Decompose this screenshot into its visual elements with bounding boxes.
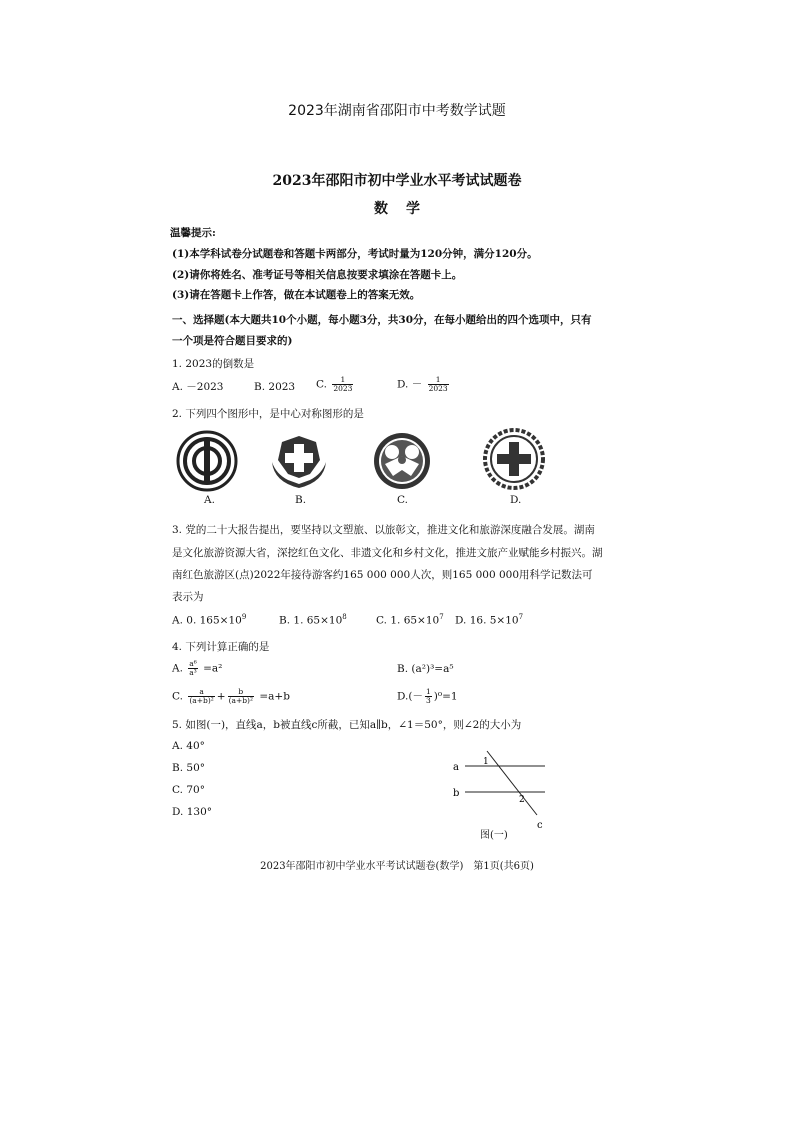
q3-option-b [279,613,347,627]
question-3-line: 南红色旅游区(点)2022年接待游客约165 000 000人次，则165 000 000用科学记数法可 [172,569,593,581]
fraction-denominator: (a+b)² [189,696,214,705]
exponent: 9 [241,613,247,621]
question-1-stem: 1. 2023的倒数是 [172,358,255,370]
q2-label-a: A. [204,494,215,506]
q4-option-b-expr: (a²)³=a⁵ [411,663,454,675]
logo-c-icon [371,430,433,492]
q3-option-d [455,613,523,627]
q3-option-d-text: D. 16. 5×10 [455,614,519,627]
q1-option-d-label: D. － [397,378,423,391]
page-footer: 2023年邵阳市初中学业水平考试试题卷(数学) 第1页(共6页) [260,861,534,872]
question-2-stem: 2. 下列四个图形中，是中心对称图形的是 [172,408,364,420]
q4-option-c-fraction-1 [188,688,214,705]
logo-a-icon [176,430,238,492]
q4-option-a-rest: =a² [203,662,223,675]
q2-label-d: D. [510,494,522,506]
label-b: b [453,788,460,799]
q4-option-c-rest: =a+b [259,690,290,703]
angle-1-label: 1 [483,757,489,767]
tip-item: (2)请你将姓名、准考证号等相关信息按要求填涂在答题卡上。 [172,269,463,281]
logo-b-icon [268,430,330,492]
q1-option-c-label: C. [316,378,327,391]
q4-option-d-open: (－ [408,690,423,703]
exponent: 7 [439,613,444,621]
question-3-line: 3. 党的二十大报告提出，要坚持以文塑旅、以旅彰文，推进文化和旅游深度融合发展。湖南 [172,524,595,536]
q1-option-c [316,376,355,393]
q5-option-d: D. 130° [172,806,213,818]
line-c [487,751,537,815]
section-heading-cont: 一个项是符合题目要求的) [172,335,293,347]
tip-item: (1)本学科试卷分试题卷和答题卡两部分，考试时量为120分钟，满分120分。 [172,248,538,260]
question-3-line: 是文化旅游资源大省，深挖红色文化、非遗文化和乡村文化，推进文旅产业赋能乡村振兴。湖 [172,547,603,559]
q4-option-d-fraction [425,688,432,705]
q5-option-c: C. 70° [172,784,205,796]
q5-option-a: A. 40° [172,740,205,752]
question-3-line: 表示为 [172,591,204,603]
q3-option-b-text: B. 1. 65×10 [279,614,343,627]
q4-option-a-label: A. [172,662,183,675]
exponent: 8 [342,613,347,621]
q4-option-c-fraction-2 [228,688,254,705]
exponent: 7 [518,613,524,621]
tips-heading: 温馨提示: [170,227,216,239]
fraction-numerator: a [188,688,214,697]
q2-label-b: B. [295,494,307,506]
q1-option-d [397,376,451,393]
q4-option-d-label: D. [397,690,409,703]
angle-2-label: 2 [519,795,525,805]
q3-option-c-text: C. 1. 65×10 [376,614,440,627]
q4-option-d-rest: )⁰=1 [433,690,458,703]
q4-option-b-label: B. [397,663,409,675]
figure-caption: 图(一) [480,830,508,841]
fraction-numerator: 1 [428,376,449,385]
fraction-denominator: a³ [189,668,197,677]
q3-option-a-text: A. 0. 165×10 [172,614,242,627]
fraction-denominator: 3 [426,696,431,705]
fraction-denominator: 2023 [428,384,448,393]
section-heading: 一、选择题(本大题共10个小题，每小题3分，共30分，在每小题给出的四个选项中，只有 [172,314,592,326]
fraction-numerator: 1 [332,376,353,385]
label-a: a [453,762,459,773]
question-4-stem: 4. 下列计算正确的是 [172,641,270,653]
q4-option-a-fraction [188,660,197,677]
q3-option-c [376,613,444,627]
exam-title: 2023年邵阳市初中学业水平考试试题卷 [272,173,522,189]
tip-item: (3)请在答题卡上作答，做在本试题卷上的答案无效。 [172,289,421,301]
subject-title: 数学 [374,201,438,217]
q4-option-a [172,660,222,677]
fraction-denominator: (a+b)² [228,696,253,705]
q2-label-c: C. [397,494,408,506]
q4-option-b [397,664,454,675]
fraction-numerator: 1 [426,687,431,696]
document-title: 2023年湖南省邵阳市中考数学试题 [288,103,506,119]
fraction-numerator: a⁶ [189,659,197,668]
q4-option-d [397,688,458,705]
fraction-numerator: b [228,688,254,697]
q1-option-d-fraction [428,376,449,393]
plus-sign: + [216,690,226,703]
q1-option-c-fraction [332,376,353,393]
q1-option-a: A. －2023 [172,381,224,393]
q4-option-c-label: C. [172,690,183,703]
label-c: c [537,820,543,831]
fraction-denominator: 2023 [333,384,353,393]
q4-option-c [172,688,290,705]
q5-option-b: B. 50° [172,762,206,774]
question-5-stem: 5. 如图(一)，直线a，b被直线c所截，已知a∥b，∠1＝50°，则∠2的大小为 [172,719,522,731]
logo-d-icon [483,428,545,490]
q1-option-b: B. 2023 [254,381,296,393]
q3-option-a [172,613,246,627]
